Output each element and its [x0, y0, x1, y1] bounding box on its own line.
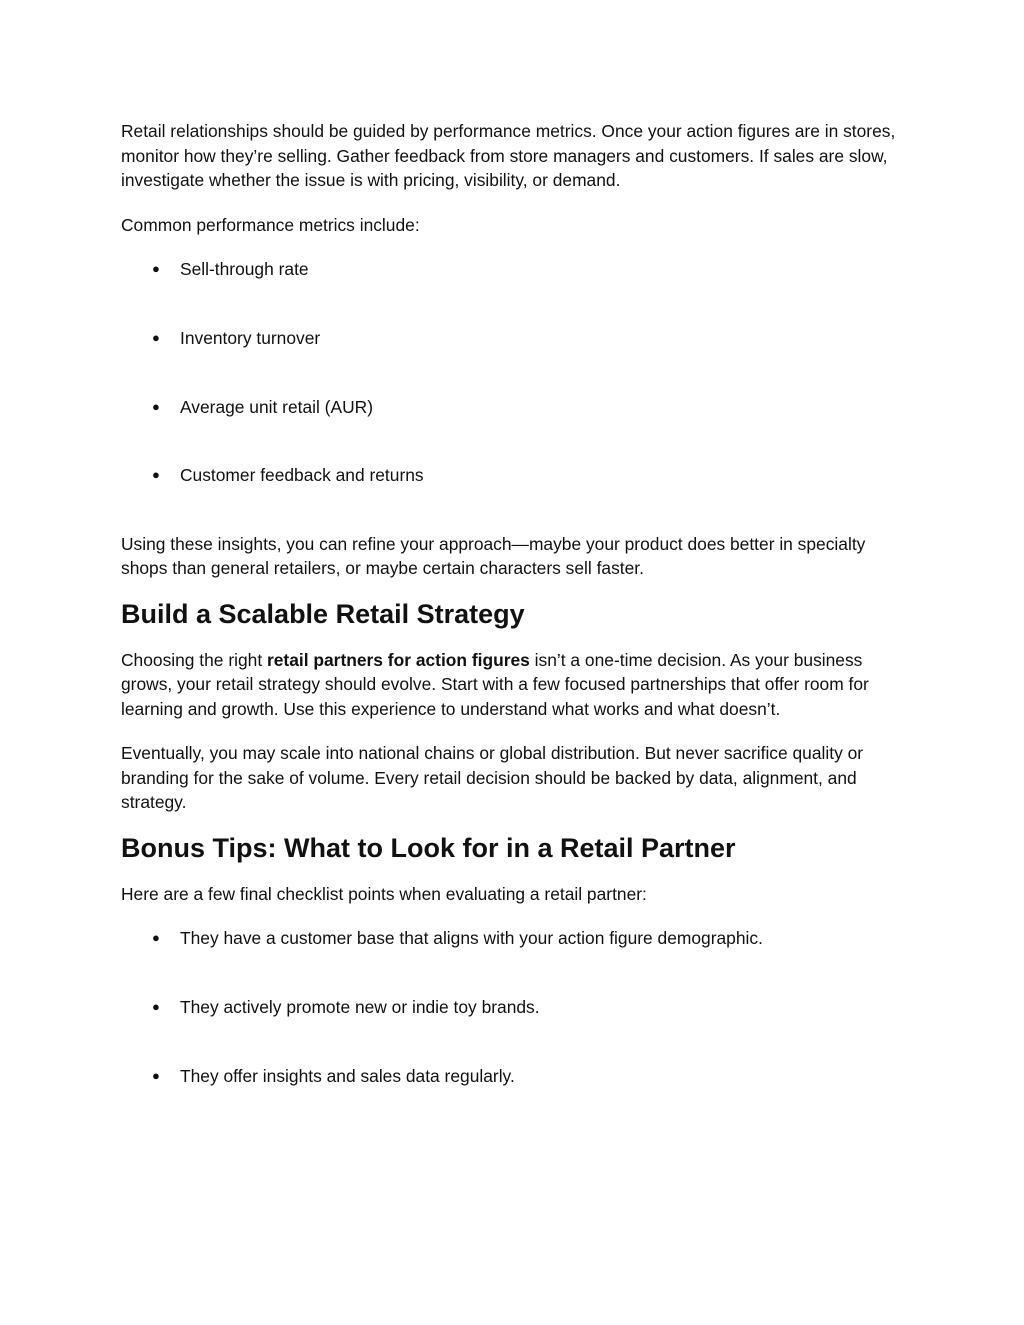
list-item — [121, 463, 904, 488]
bullet-icon: ● — [152, 398, 160, 414]
tips-list — [121, 926, 904, 1088]
list-item-text: Inventory turnover — [180, 327, 321, 348]
strategy-bold-phrase: retail partners for action figures — [266, 649, 530, 670]
bullet-icon: ● — [152, 999, 160, 1015]
bullet-icon: ● — [152, 329, 160, 345]
list-item-text: They offer insights and sales data regularly. — [180, 1065, 515, 1086]
strategy-paragraph-1 — [121, 648, 904, 722]
bullet-icon: ● — [152, 1067, 160, 1083]
bullet-icon: ● — [152, 261, 160, 276]
tips-intro: Here are a few final checklist points when evaluating a retail partner: — [121, 883, 647, 904]
list-item-text: They have a customer base that aligns with your action figure demographic. — [180, 928, 763, 949]
list-item — [121, 257, 904, 282]
list-item — [121, 1064, 904, 1089]
strategy-text-pre: Choosing the right — [121, 649, 267, 670]
list-item — [121, 926, 904, 951]
list-item-text: Average unit retail (AUR) — [180, 396, 373, 417]
bullet-icon: ● — [152, 467, 160, 483]
metrics-list-intro: Common performance metrics include: — [121, 214, 420, 235]
list-item-text: Customer feedback and returns — [180, 465, 424, 486]
bullet-icon: ● — [152, 930, 160, 946]
list-item — [121, 995, 904, 1020]
list-item-text: They actively promote new or indie toy brands. — [180, 997, 540, 1018]
list-item — [121, 326, 904, 351]
heading-bonus-tips: Bonus Tips: What to Look for in a Retail Partner — [121, 832, 736, 863]
insights-paragraph: Using these insights, you can refine your approach—maybe your product does better in specialty shops than general retailers, or maybe certain characters sell faster. — [121, 533, 866, 579]
list-item-text: Sell-through rate — [180, 259, 309, 279]
strategy-text-post: isn’t a one-time decision. As your business grows, your retail strategy should evolve. Start with a few focused partnerships that offer room for learning and growth. Use this experience to understand what works and what doesn’t. — [121, 649, 869, 719]
strategy-paragraph-2: Eventually, you may scale into national chains or global distribution. But never sacrifice quality or branding for the sake of volume. Every retail decision should be backed by data, alignment, and strategy. — [121, 743, 864, 813]
metrics-intro-paragraph: Retail relationships should be guided by performance metrics. Once your action figures are in stores, monitor how they’re selling. Gather feedback from store managers and customers. If sales are slow, investigate whether the issue is with pricing, visibility, or demand. — [121, 121, 896, 190]
heading-scalable-strategy: Build a Scalable Retail Strategy — [121, 598, 525, 629]
list-item — [121, 395, 904, 420]
metrics-list — [121, 257, 904, 488]
